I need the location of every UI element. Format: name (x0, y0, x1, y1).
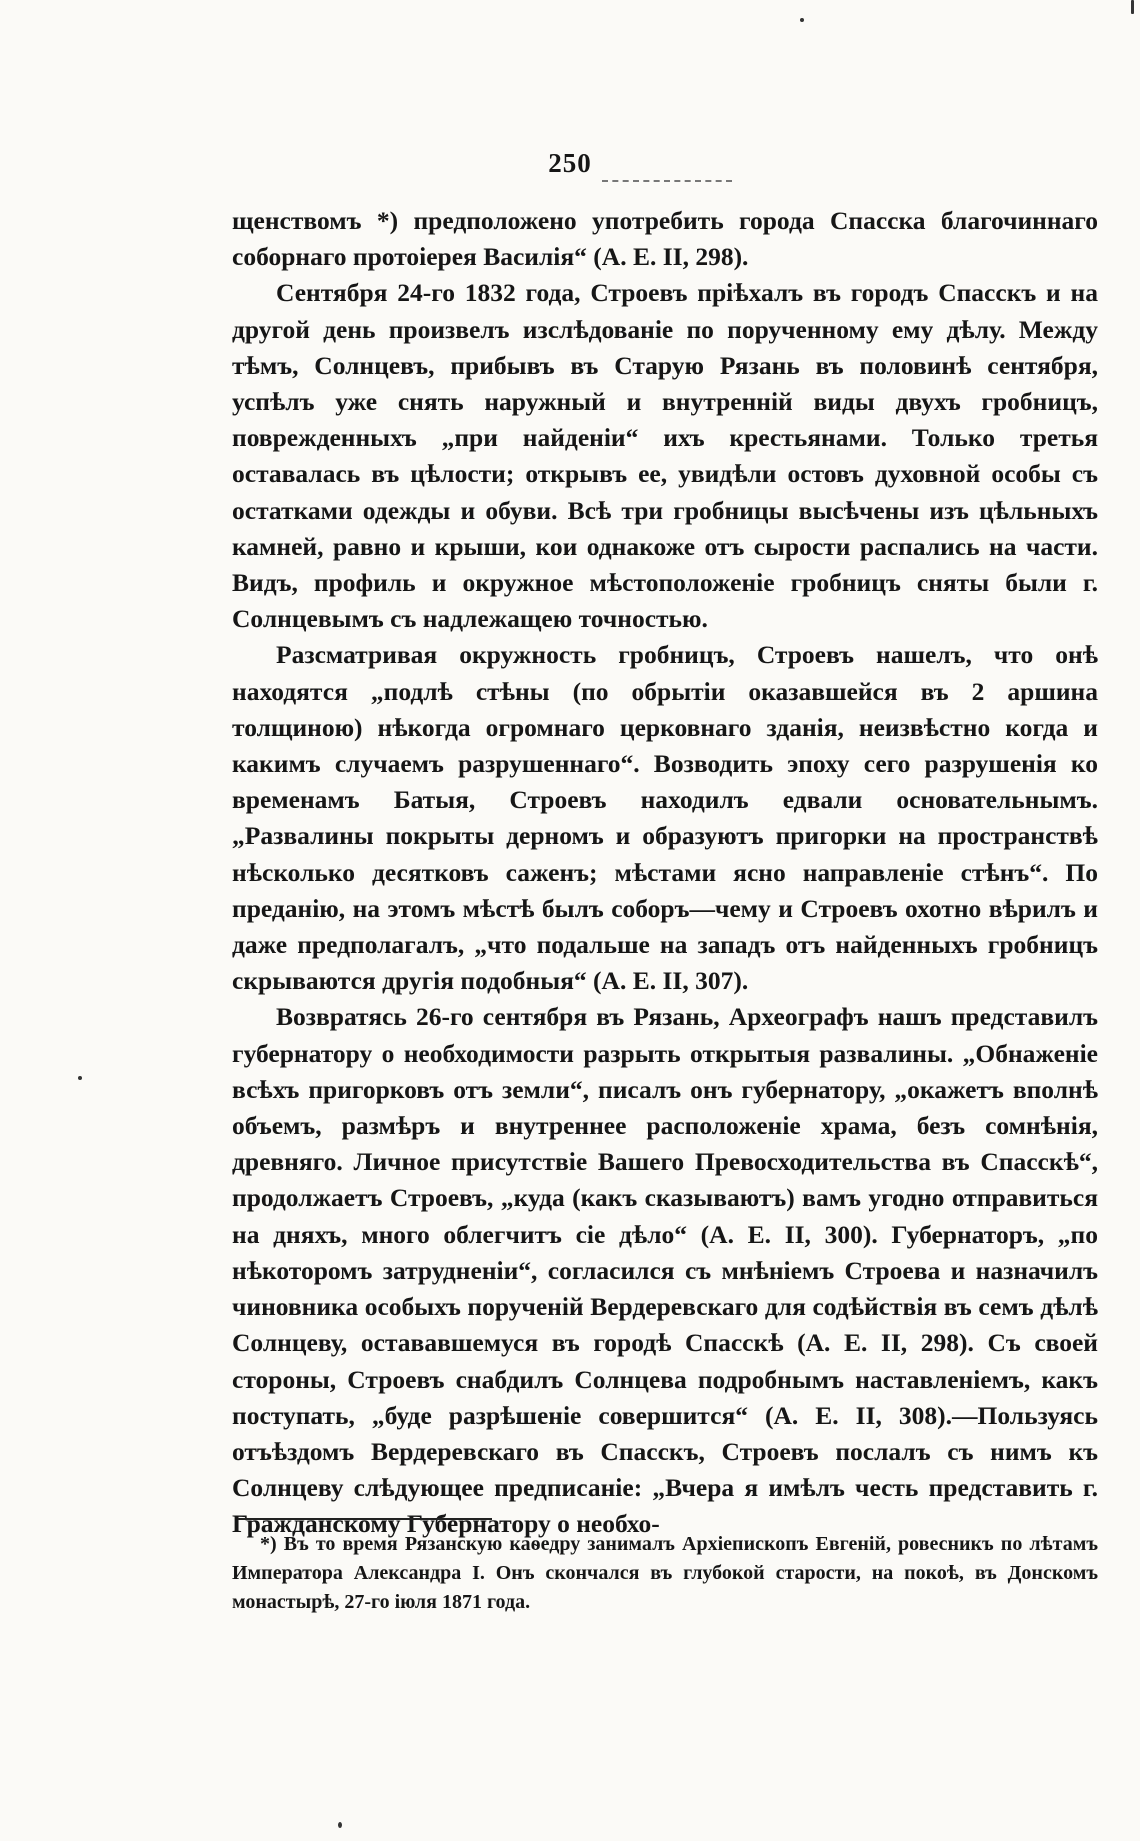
paragraph: Сентября 24-го 1832 года, Строевъ пріѣхалъ въ городъ Спасскъ и на другой день произвелъ изслѣдованіе по порученному ему дѣлу. Между тѣмъ, Солнцевъ, прибывъ въ Старую Рязань въ половинѣ сентября, успѣлъ уже снять наружный и внутренній виды двухъ гробницъ, поврежденныхъ „при найденіи“ ихъ крестьянами. Только третья оставалась въ цѣлости; открывъ ее, увидѣли остовъ духовной особы съ остатками одежды и обуви. Всѣ три гробницы высѣчены изъ цѣльныхъ камней, равно и крыши, кои однакоже отъ сырости распались на части. Видъ, профиль и окружное мѣстоположеніе гробницъ сняты были г. Солнцевымъ съ надлежащею точностью. (232, 278, 1098, 634)
paragraph-continuation: щенствомъ *) предположено употребить города Спасска благочиннаго соборнаго протоіерея Василія“ (А. Е. II, 298). (232, 206, 1098, 272)
page-number-rule (602, 180, 732, 182)
scan-speck (338, 1822, 342, 1828)
paragraph: Разсматривая окружность гробницъ, Строевъ нашелъ, что онѣ находятся „подлѣ стѣны (по обрытіи оказавшейся въ 2 аршина толщиною) нѣкогда огромнаго церковнаго зданія, неизвѣстно когда и какимъ случаемъ разрушеннаго“. Возводить эпоху сего разрушенія ко временамъ Батыя, Строевъ находилъ едвали основательнымъ. „Развалины покрыты дерномъ и образуютъ пригорки на пространствѣ нѣсколько десятковъ саженъ; мѣстами ясно направленіе стѣнъ“. По преданію, на этомъ мѣстѣ былъ соборъ—чему и Строевъ охотно вѣрилъ и даже предполагалъ, „что подальше на западъ отъ найденныхъ гробницъ скрываются другія подобныя“ (А. Е. II, 307). (232, 640, 1098, 996)
scan-speck (78, 1076, 82, 1080)
scan-speck (800, 18, 804, 22)
footnotes (232, 1530, 1098, 1617)
page-number: 250 (548, 148, 592, 178)
paragraph: Возвратясь 26-го сентября въ Рязань, Археографъ нашъ представилъ губернатору о необходимости разрыть открытыя развалины. „Обнаженіе всѣхъ пригорковъ отъ земли“, писалъ онъ губернатору, „окажетъ вполнѣ объемъ, размѣръ и внутреннее расположеніе храма, безъ сомнѣнія, древняго. Личное присутствіе Вашего Превосходительства въ Спасскѣ“, продолжаетъ Строевъ, „куда (какъ сказываютъ) вамъ угодно отправиться на дняхъ, много облегчитъ сіе дѣло“ (А. Е. II, 300). Губернаторъ, „по нѣкоторомъ затрудненіи“, согласился съ мнѣніемъ Строева и назначилъ чиновника особыхъ порученій Вердеревскаго для содѣйствія въ семъ дѣлѣ Солнцеву, остававшемуся въ городѣ Спасскѣ (А. Е. II, 298). Съ своей стороны, Строевъ снабдилъ Солнцева подробнымъ наставленіемъ, какъ поступать, „буде разрѣшеніе совершится“ (А. Е. II, 308).—Пользуясь отъѣздомъ Вердеревскаго въ Спасскъ, Строевъ послалъ съ нимъ къ Солнцеву слѣдующее предписаніе: „Вчера я имѣлъ честь представить г. Гражданскому Губернатору о необхо- (232, 1002, 1098, 1539)
body-text (232, 203, 1098, 1543)
footnote-separator (238, 1518, 492, 1520)
scan-speck (1131, 0, 1134, 14)
footnote: *) Въ то время Рязанскую каѳедру занималъ Архіепископъ Евгеній, ровесникъ по лѣтамъ Императора Александра I. Онъ скончался въ глубокой старости, на покоѣ, въ Донскомъ монастырѣ, 27-го іюля 1871 года. (232, 1533, 1098, 1613)
